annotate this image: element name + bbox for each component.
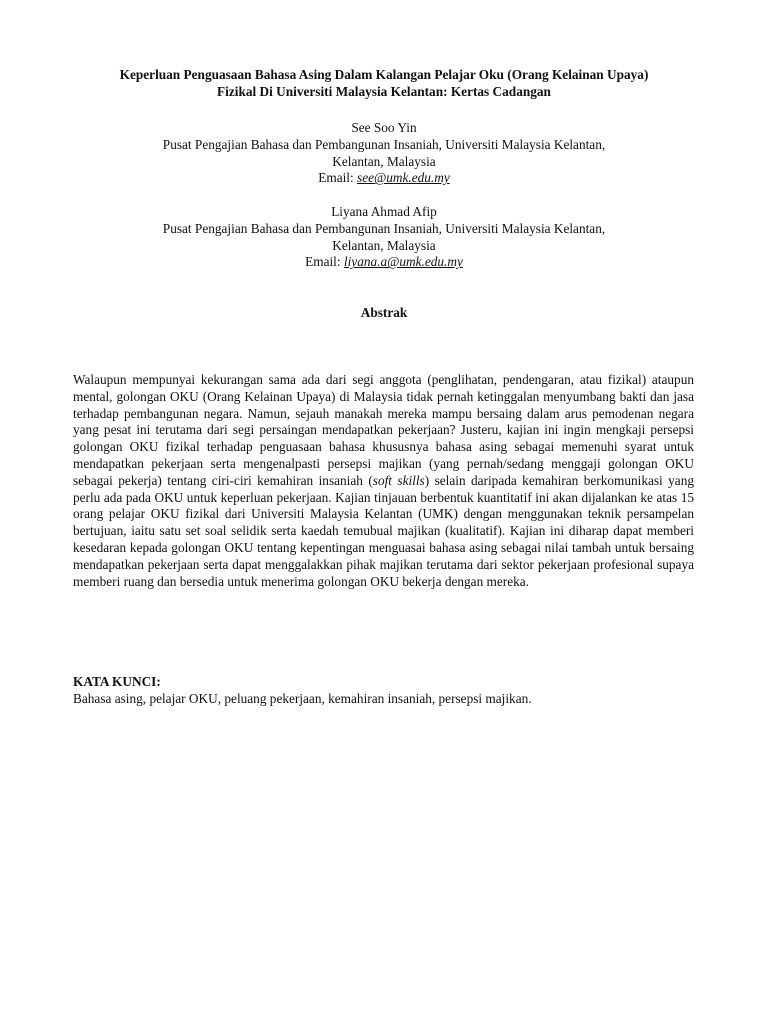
paper-title-line-2: Fizikal Di Universiti Malaysia Kelantan: Kertas Cadangan [217,84,551,99]
author-affiliation-line-2: Kelantan, Malaysia [332,237,436,253]
abstract-italic-term: soft skills [372,472,425,488]
author-name: Liyana Ahmad Afip [331,204,437,219]
author-block-1 [60,120,708,187]
author-email-label: Email: [305,254,341,270]
author-name: See Soo Yin [351,120,417,135]
abstract-text-part-1: Walaupun mempunyai kekurangan sama ada dari segi anggota (penglihatan, pendengaran, atau fizikal) ataupun mental, golongan OKU (Orang Kelainan Upaya) di Malaysia tidak pernah ketinggalan menyumbang bakti dan jasa terhadap pembangunan negara. Namun, sejauh manakah mereka mampu bersaing dalam arus pemodenan negara yang pesat ini terutama dari segi persaingan mendapatkan pekerjaan? Justeru, kajian ini ingin mengkaji persepsi golongan OKU fizikal terhadap penguasaan bahasa khususnya bahasa asing sebagai memenuhi syarat untuk mendapatkan pekerjaan serta mengenalpasti persepsi majikan (yang pernah/sedang menggaji golongan OKU sebagai pekerja) tentang ciri-ciri kemahiran insaniah ( [73,372,694,488]
author-block-2 [60,204,708,271]
paper-title [60,66,708,100]
keywords-list: Bahasa asing, pelajar OKU, peluang pekerjaan, kemahiran insaniah, persepsi majikan. [73,691,532,706]
abstract-body [73,372,694,590]
abstract-text-part-2: ) selain daripada kemahiran berkomunikasi yang perlu ada pada OKU untuk keperluan pekerjaan. Kajian tinjauan berbentuk kuantitatif ini akan dijalankan ke atas 15 orang pelajar OKU fizikal dari Universiti Malaysia Kelantan (UMK) dengan menggunakan teknik persampelan bertujuan, iaitu satu set soal selidik serta kaedah temubual majikan (kualitatif). Kajian ini diharap dapat memberi kesedaran kepada golongan OKU tentang kepentingan menguasai bahasa asing sebagai nilai tambah untuk bersaing mendapatkan pekerjaan serta dapat menggalakkan pihak majikan terutama dari sektor pekerjaan profesional supaya memberi ruang dan bersedia untuk menerima golongan OKU bekerja dengan mereka. [73,472,694,589]
author-email-link[interactable]: see@umk.edu.my [357,170,450,186]
author-email-link[interactable]: liyana.a@umk.edu.my [343,254,463,270]
author-email-line [60,170,708,187]
author-email-line [60,254,708,271]
abstract-heading: Abstrak [360,305,408,320]
author-affiliation-line-1: Pusat Pengajian Bahasa dan Pembangunan Insaniah, Universiti Malaysia Kelantan, [162,136,606,152]
author-affiliation-line-1: Pusat Pengajian Bahasa dan Pembangunan Insaniah, Universiti Malaysia Kelantan, [162,220,606,236]
paper-title-line-1: Keperluan Penguasaan Bahasa Asing Dalam Kalangan Pelajar Oku (Orang Kelainan Upaya) [119,67,649,82]
author-email-label: Email: [318,170,354,186]
keywords-heading: KATA KUNCI: [73,674,161,689]
author-affiliation-line-2: Kelantan, Malaysia [332,153,436,169]
